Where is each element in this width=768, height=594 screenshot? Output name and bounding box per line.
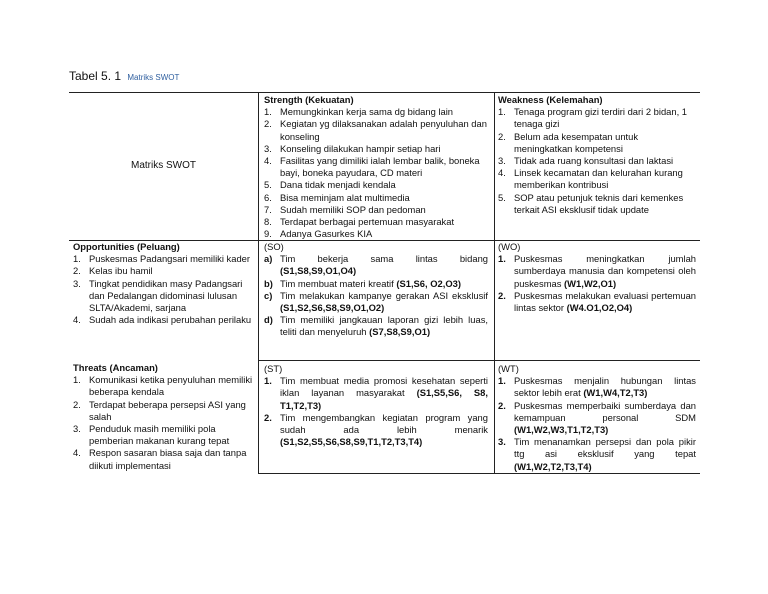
corner-cell: Matriks SWOT — [131, 159, 196, 171]
so-item — [264, 253, 488, 277]
weakness-item-text: Belum ada kesempatan untuk meningkatkan kompetensi — [514, 130, 639, 154]
so-item — [264, 290, 488, 314]
wt-item — [498, 375, 696, 399]
strength-item-number: 6. — [264, 191, 272, 203]
weakness-item-number: 4. — [498, 167, 506, 179]
strength-item-text: Sudah memiliki SOP dan pedoman — [280, 203, 426, 215]
weakness-item-text: Tenaga program gizi terdiri dari 2 bidan, 1 tenaga gizi — [514, 106, 688, 130]
so-item-number: c) — [264, 289, 273, 301]
strength-item-number: 5. — [264, 179, 272, 191]
strength-item-number: 7. — [264, 203, 272, 215]
st-item-text: Tim mengembangkan kegiatan program yang sudah ada lebih menarik — [280, 411, 488, 436]
strength-item-number: 2. — [264, 118, 272, 130]
threats-item-number: 1. — [73, 374, 81, 386]
wt-item-code: (W1,W2,T2,T3,T4) — [514, 460, 592, 472]
so-list — [264, 253, 488, 338]
threats-item-text: Respon sasaran biasa saja dan tanpa diikuti implementasi — [89, 447, 247, 471]
so-item-text: Tim bekerja sama lintas bidang — [280, 253, 488, 265]
threats-item — [73, 374, 255, 398]
threats-item-text: Komunikasi ketika penyuluhan memiliki beberapa kendala — [89, 374, 253, 398]
weakness-item — [498, 131, 698, 155]
weakness-item-number: 1. — [498, 106, 506, 118]
wt-item-number: 1. — [498, 375, 506, 387]
wt-item — [498, 400, 696, 437]
so-item-text: Tim melakukan kampanye gerakan ASI eksklusif — [280, 289, 488, 301]
st-item-code: (S1,S2,S5,S6,S8,S9,T1,T2,T3,T4) — [280, 436, 423, 448]
strength-item-text: Bisa meminjam alat multimedia — [280, 191, 410, 203]
weakness-item-text: Linsek kecamatan dan kelurahan kurang memberikan kontribusi — [514, 167, 683, 191]
strength-item — [264, 118, 488, 142]
strength-item-number: 9. — [264, 228, 272, 240]
so-item-number: a) — [264, 253, 273, 265]
so-item — [264, 314, 488, 338]
opportunities-item — [73, 265, 255, 277]
st-item — [264, 412, 488, 449]
wt-item-text: Puskesmas menjalin hubungan lintas sektor lebih erat — [514, 375, 696, 399]
weakness-item-text: SOP atau petunjuk teknis dari kemenkes terkait ASI eksklusif tidak update — [514, 191, 684, 215]
wt-item-number: 2. — [498, 399, 506, 411]
wt-item-text: Tim menanamkan persepsi dan pola pikir ttg asi eksklusif yang tepat — [514, 436, 696, 460]
wo-item-text: Puskesmas melakukan evaluasi pertemuan lintas sektor — [514, 289, 696, 314]
strength-item-number: 4. — [264, 155, 272, 167]
column-divider-2 — [494, 92, 495, 474]
weakness-item-number: 2. — [498, 130, 506, 142]
opportunities-item — [73, 278, 255, 315]
strength-item-text: Adanya Gasurkes KIA — [280, 228, 373, 240]
threats-cell — [73, 362, 255, 472]
wt-list — [498, 375, 696, 473]
threats-item — [73, 447, 255, 471]
so-item-text: Tim memiliki jangkauan laporan gizi lebih luas, teliti dan menyeluruh — [280, 314, 488, 338]
strength-item-text: Kegiatan yg dilaksanakan adalah penyuluhan dan konseling — [280, 118, 487, 142]
threats-item-text: Penduduk masih memiliki pola pemberian makanan kurang tepat — [89, 423, 230, 447]
strength-item-number: 1. — [264, 106, 272, 118]
weakness-item-number: 5. — [498, 191, 506, 203]
weakness-list — [498, 106, 698, 216]
st-item-number: 1. — [264, 375, 272, 387]
wt-cell — [498, 363, 696, 473]
wo-item — [498, 253, 696, 290]
strength-item — [264, 228, 488, 240]
strength-item-text: Konseling dilakukan hampir setiap hari — [280, 142, 441, 154]
threats-item — [73, 423, 255, 447]
so-item-code: (S7,S8,S9,O1) — [369, 326, 431, 338]
opportunities-item-text: Puskesmas Padangsari memiliki kader — [89, 253, 251, 265]
st-list — [264, 375, 488, 448]
opportunities-item — [73, 314, 255, 326]
wt-item-code: (W1,W2,W3,T1,T2,T3) — [514, 424, 609, 436]
weakness-item — [498, 106, 698, 130]
table-caption — [69, 69, 179, 83]
weakness-item-text: Tidak ada ruang konsultasi dan laktasi — [514, 155, 674, 167]
strength-item — [264, 192, 488, 204]
so-item-code: (S1,S2,S6,S8,S9,O1,O2) — [280, 302, 385, 314]
wo-item-code: (W4.O1,O2,O4) — [566, 302, 633, 314]
weakness-cell — [498, 94, 698, 216]
wt-title: (WT) — [498, 363, 519, 374]
weakness-item — [498, 155, 698, 167]
strength-item — [264, 216, 488, 228]
opportunities-item-number: 3. — [73, 277, 81, 289]
strength-item — [264, 143, 488, 155]
opportunities-title: Opportunities (Peluang) — [73, 241, 180, 252]
so-item-code: (S1,S6, O2,O3) — [396, 277, 461, 289]
so-item-number: b) — [264, 277, 273, 289]
threats-list — [73, 374, 255, 472]
opportunities-item-number: 2. — [73, 265, 81, 277]
so-item-text: Tim membuat materi kreatif — [280, 277, 397, 289]
wo-cell — [498, 241, 696, 314]
st-item — [264, 375, 488, 412]
strength-list — [264, 106, 488, 240]
threats-item-text: Terdapat beberapa persepsi ASI yang salah — [89, 398, 246, 422]
opportunities-item-text: Tingkat pendidikan masy Padangsari dan Pedalangan didominasi lulusan SLTA/Akademi, sarjana — [89, 277, 243, 314]
strength-item — [264, 106, 488, 118]
swot-table — [69, 92, 700, 474]
strength-item — [264, 179, 488, 191]
opportunities-item — [73, 253, 255, 265]
so-title: (SO) — [264, 241, 284, 252]
so-item-code: (S1,S8,S9,O1,O4) — [280, 265, 357, 277]
wo-item — [498, 290, 696, 314]
threats-item-number: 4. — [73, 447, 81, 459]
opportunities-item-number: 4. — [73, 314, 81, 326]
strength-item-text: Memungkinkan kerja sama dg bidang lain — [280, 106, 454, 118]
st-cell — [264, 363, 488, 448]
threats-item — [73, 399, 255, 423]
wt-item — [498, 436, 696, 473]
strength-item-text: Dana tidak menjadi kendala — [280, 179, 396, 191]
strength-item-text: Terdapat berbagai pertemuan masyarakat — [280, 216, 455, 228]
strength-item — [264, 204, 488, 216]
wt-item-text: Puskesmas memperbaiki sumberdaya dan kemampuan personal SDM — [514, 399, 696, 423]
weakness-title: Weakness (Kelemahan) — [498, 94, 603, 105]
caption-subtitle: Matriks SWOT — [127, 73, 180, 82]
wo-item-text: Puskesmas meningkatkan jumlah sumberdaya manusia dan kompetensi oleh puskesmas — [514, 253, 696, 289]
st-item-text: Tim membuat media promosi kesehatan seperti iklan layanan masyarakat — [280, 375, 488, 399]
so-cell — [264, 241, 488, 339]
wo-item-number: 2. — [498, 289, 506, 301]
column-divider-1 — [258, 92, 259, 474]
opportunities-cell — [73, 241, 255, 326]
opportunities-item-number: 1. — [73, 253, 81, 265]
caption-label: Tabel 5. 1 — [69, 69, 122, 83]
so-item — [264, 278, 488, 290]
strength-item-number: 3. — [264, 142, 272, 154]
opportunities-item-text: Kelas ibu hamil — [89, 265, 153, 277]
row-divider-2 — [258, 360, 700, 361]
wo-list — [498, 253, 696, 314]
wo-item-number: 1. — [498, 253, 506, 265]
strength-title: Strength (Kekuatan) — [264, 94, 354, 105]
weakness-item — [498, 192, 698, 216]
table-border-bottom — [258, 473, 700, 474]
strength-item — [264, 155, 488, 179]
st-item-number: 2. — [264, 411, 272, 423]
opportunities-list — [73, 253, 255, 326]
wo-item-code: (W1,W2,O1) — [564, 277, 617, 289]
strength-item-text: Fasilitas yang dimiliki ialah lembar balik, boneka bayi, boneka payudara, CD materi — [280, 155, 480, 179]
wt-item-number: 3. — [498, 436, 506, 448]
weakness-item-number: 3. — [498, 155, 506, 167]
weakness-item — [498, 167, 698, 191]
st-item-code: (S1,S5,S6, S8, T1,T2,T3) — [280, 387, 489, 411]
threats-title: Threats (Ancaman) — [73, 362, 158, 373]
threats-item-number: 2. — [73, 398, 81, 410]
wt-item-code: (W1,W4,T2,T3) — [583, 387, 648, 399]
st-title: (ST) — [264, 363, 283, 374]
so-item-number: d) — [264, 314, 273, 326]
strength-item-number: 8. — [264, 216, 272, 228]
threats-item-number: 3. — [73, 423, 81, 435]
wo-title: (WO) — [498, 241, 521, 252]
opportunities-item-text: Sudah ada indikasi perubahan perilaku — [89, 314, 252, 326]
strength-cell — [264, 94, 488, 240]
